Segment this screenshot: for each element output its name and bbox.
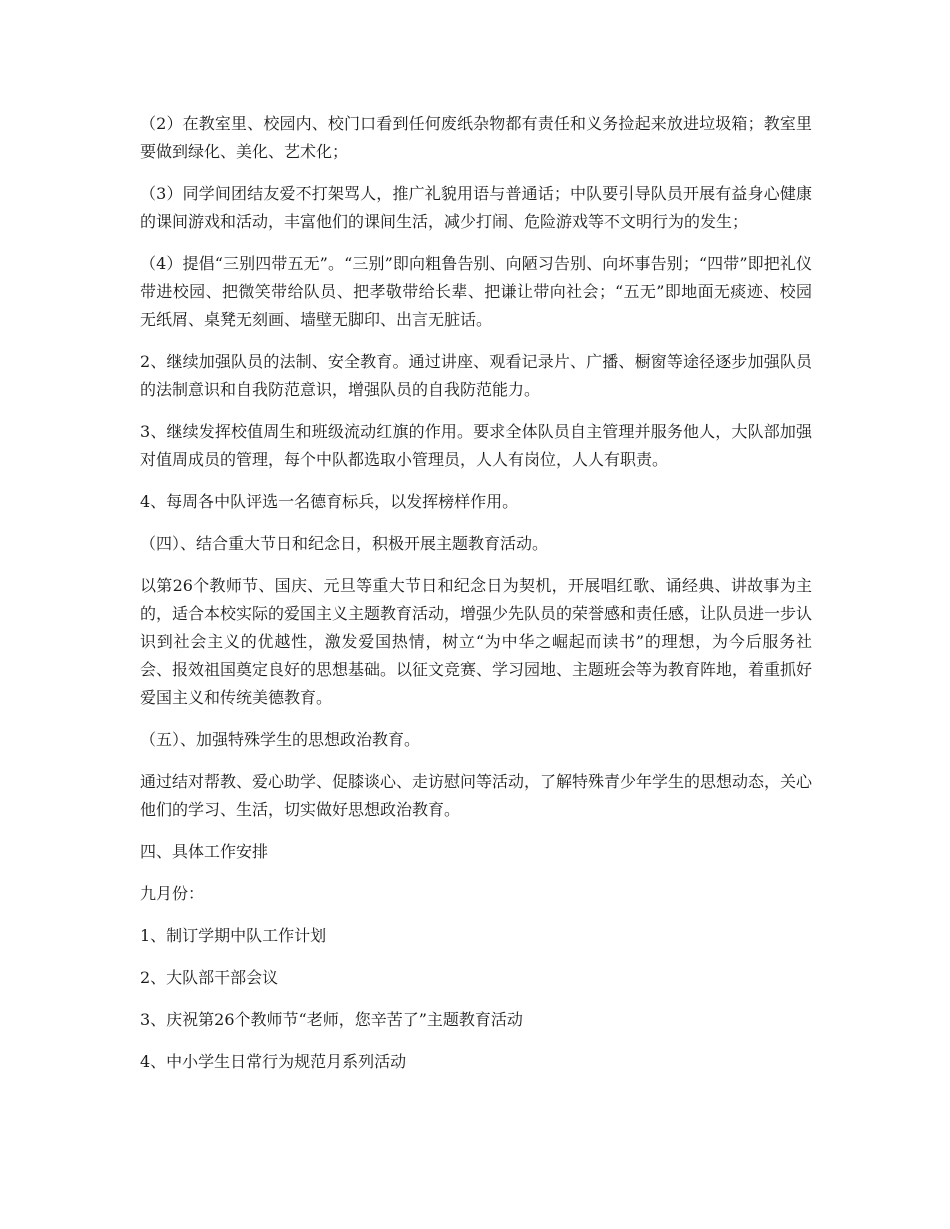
section-heading-5: （五）、加强特殊学生的思想政治教育。 bbox=[140, 730, 421, 749]
paragraph-legal-safety: 2、继续加强队员的法制、安全教育。通过讲座、观看记录片、广播、橱窗等途径逐步加强队员的法制意识和自我防范意识，增强队员的自我防范能力。 bbox=[140, 352, 812, 399]
paragraph-weekly-model: 4、每周各中队评选一名德育标兵，以发挥榜样作用。 bbox=[140, 492, 519, 511]
list-item-1: 1、制订学期中队工作计划 bbox=[140, 926, 327, 945]
section-heading-work-plan: 四、具体工作安排 bbox=[140, 842, 269, 861]
section-heading-4: （四）、结合重大节日和纪念日，积极开展主题教育活动。 bbox=[140, 534, 549, 553]
list-item-2: 2、大队部干部会议 bbox=[140, 968, 279, 987]
document-body bbox=[140, 110, 812, 1090]
list-item-4: 4、中小学生日常行为规范月系列活动 bbox=[140, 1052, 407, 1071]
paragraph-item-2-litter: （2）在教室里、校园内、校门口看到任何废纸杂物都有责任和义务捡起来放进垃圾箱；教室里要做到绿化、美化、艺术化； bbox=[140, 114, 812, 161]
paragraph-item-3-unity: （3）同学间团结友爱不打架骂人，推广礼貌用语与普通话；中队要引导队员开展有益身心健康的课间游戏和活动，丰富他们的课间生活，减少打闹、危险游戏等不文明行为的发生； bbox=[140, 184, 812, 231]
paragraph-item-4-advocacy: （4）提倡“三别四带五无”。“三别”即向粗鲁告别、向陋习告别、向坏事告别；“四带”即把礼仪带进校园、把微笑带给队员、把孝敬带给长辈、把谦让带向社会；“五无”即地面无痰迹、校园无纸屑、桌凳无刻画、墙壁无脚印、出言无脏话。 bbox=[140, 254, 812, 329]
paragraph-patriotic-education: 以第26个教师节、国庆、元旦等重大节日和纪念日为契机，开展唱红歌、诵经典、讲故事为主的，适合本校实际的爱国主义主题教育活动，增强少先队员的荣誉感和责任感，让队员进一步认识到社会主义的优越性，激发爱国热情，树立“为中华之崛起而读书”的理想，为今后服务社会、报效祖国奠定良好的思想基础。以征文竞赛、学习园地、主题班会等为教育阵地，着重抓好爱国主义和传统美德教育。 bbox=[140, 576, 813, 707]
list-item-3: 3、庆祝第26个教师节“老师，您辛苦了”主题教育活动 bbox=[140, 1010, 523, 1029]
paragraph-special-students: 通过结对帮教、爱心助学、促膝谈心、走访慰问等活动，了解特殊青少年学生的思想动态，关心他们的学习、生活，切实做好思想政治教育。 bbox=[140, 772, 813, 819]
paragraph-duty-flag: 3、继续发挥校值周生和班级流动红旗的作用。要求全体队员自主管理并服务他人，大队部加强对值周成员的管理，每个中队都选取小管理员，人人有岗位，人人有职责。 bbox=[140, 422, 812, 469]
month-heading-september: 九月份： bbox=[140, 884, 205, 903]
